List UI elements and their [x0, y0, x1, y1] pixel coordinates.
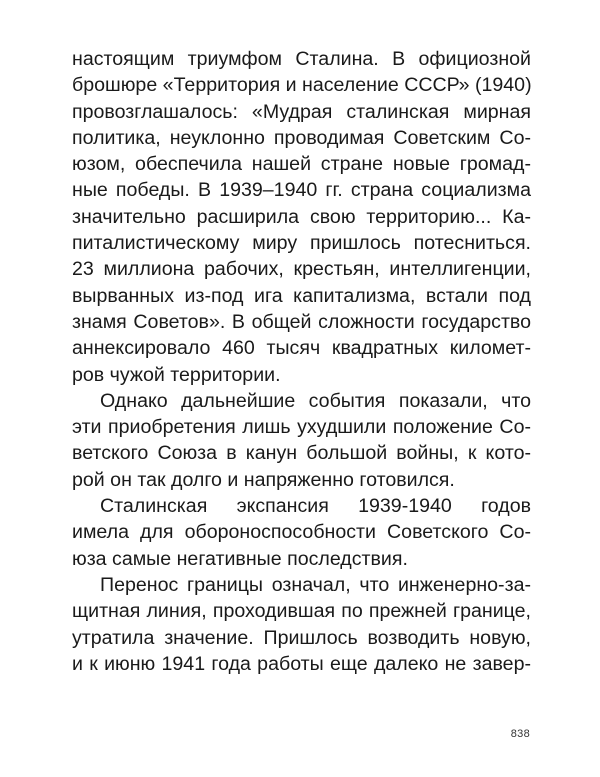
- paragraph: [72, 46, 531, 388]
- page-number: 838: [510, 728, 530, 740]
- paragraph: [72, 388, 531, 493]
- text-line: утратила значение. Пришлось возводить новую,: [72, 626, 531, 649]
- text-line: Сталинская экспансия 1939-1940 годов: [100, 495, 531, 518]
- text-line: имела для обороноспособности Советского Со-: [72, 521, 531, 544]
- text-line: питалистическому миру пришлось потесниться.: [72, 232, 531, 255]
- text-line: провозглашалось: «Мудрая сталинская мирная: [72, 100, 531, 123]
- page-body: [72, 46, 531, 677]
- text-line: рой он так долго и напряженно готовился.: [72, 468, 455, 491]
- text-line: эти приобретения лишь ухудшили положение Со-: [72, 416, 531, 439]
- text-line: 23 миллиона рабочих, крестьян, интеллигенции,: [72, 258, 531, 281]
- text-line: вырванных из-под ига капитализма, встали под: [72, 284, 531, 307]
- text-line: юза самые негативные последствия.: [72, 547, 408, 570]
- text-line: политика, неуклонно проводимая Советским Со-: [72, 126, 531, 149]
- text-line: ные победы. В 1939–1940 гг. страна социализма: [72, 179, 531, 202]
- paragraph: [72, 493, 531, 572]
- text-line: и к июню 1941 года работы еще далеко не завер-: [72, 652, 531, 675]
- text-line: знамя Советов». В общей сложности государство: [72, 310, 531, 333]
- text-line: ров чужой территории.: [72, 363, 281, 386]
- text-line: брошюре «Территория и население СССР» (1940): [72, 74, 532, 97]
- text-line: настоящим триумфом Сталина. В официозной: [72, 48, 531, 70]
- text-line: Однако дальнейшие события показали, что: [100, 389, 531, 412]
- text-line: щитная линия, проходившая по прежней границе,: [72, 600, 531, 623]
- text-line: юзом, обеспечила нашей стране новые громад-: [72, 153, 531, 176]
- text-line: ветского Союза в канун большой войны, к кото-: [72, 442, 531, 465]
- text-line: аннексировало 460 тысяч квадратных километ-: [72, 337, 531, 360]
- text-line: Перенос границы означал, что инженерно-за-: [100, 573, 531, 596]
- paragraph: [72, 572, 531, 677]
- text-line: значительно расширила свою территорию... Ка-: [72, 205, 531, 228]
